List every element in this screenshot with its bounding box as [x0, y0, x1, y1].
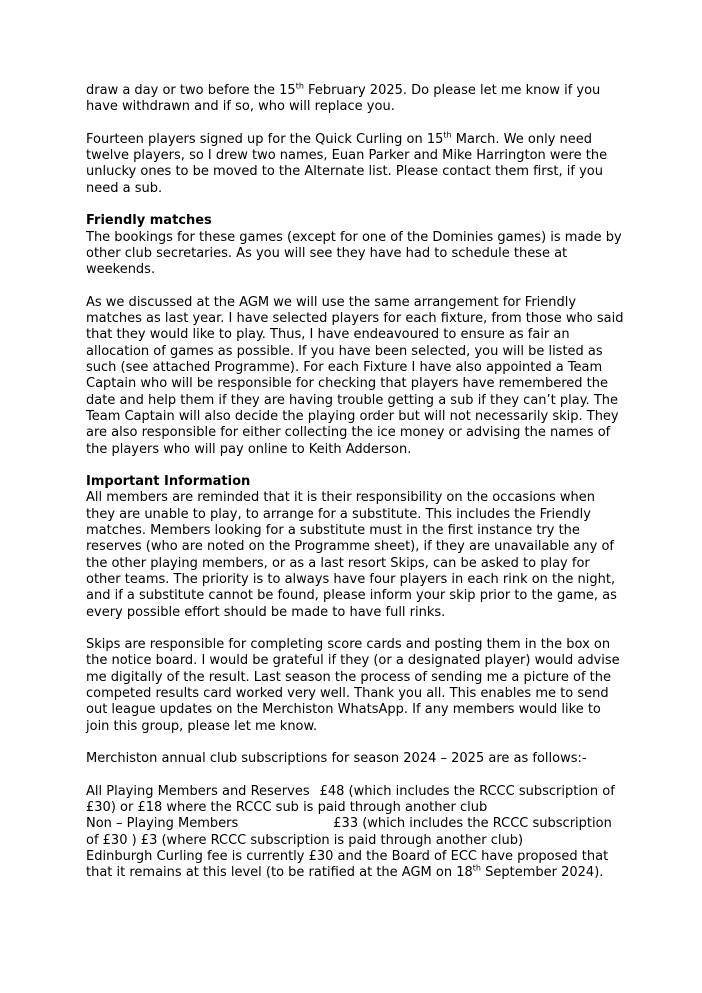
document-page: [86, 83, 626, 882]
subscription-nonplaying: [86, 816, 626, 849]
text: March. We only need twelve players, so I drew two names, Euan Parker and Mike Harrington were the unlucky ones to be moved to the Alternate list. Please contact them first, if you need a sub.: [86, 131, 608, 196]
section-important-information: [86, 474, 626, 621]
subscription-text: £33 (which includes the RCCC subscription of £30 ) £3 (where RCCC subscription is paid through another club): [86, 816, 612, 848]
superscript: th: [443, 130, 452, 140]
paragraph-arrangements: As we discussed at the AGM we will use the same arrangement for Friendly matches as last year. I have selected players for each fixture, from those who said that they would like to play. Thus, I have endeavoured to ensure as fair an allocation of games as possible. If you have been selected, you will be listed as such (see attached Programme). For each Fixture I have also appointed a Team Captain who will be responsible for checking that players have remembered the date and help them if they are having trouble getting a sub if they can’t play. The Team Captain will also decide the playing order but will not necessarily skip. They are also responsible for either collecting the ice money or advising the names of the players who will pay online to Keith Adderson.: [86, 294, 624, 457]
text: Edinburgh Curling fee is currently £30 and the Board of ECC have proposed that that it remains at this level (to be ratified at the AGM on 18: [86, 848, 609, 881]
superscript: th: [295, 81, 304, 91]
text: Fourteen players signed up for the Quick Curling on 15: [86, 131, 444, 147]
paragraph-subscriptions-intro: Merchiston annual club subscriptions for season 2024 – 2025 are as follows:-: [86, 751, 587, 767]
superscript: th: [472, 863, 481, 873]
heading-important-information: Important Information: [86, 474, 251, 490]
text: All members are reminded that it is their responsibility on the occasions when they are unable to play, to arrange for a substitute. This includes the Friendly matches. Members looking for a substitute must in the first instance try the reserves (who are noted on the Programme sheet), if they are unavailable any of the other playing members, or as a last resort Skips, can be asked to play for other teams. The priority is to always have four players in each rink on the night, and if a substitute cannot be found, please inform your skip prior to the game, as every possible effort should be made to have full rinks.: [86, 490, 617, 620]
subscription-label: Non – Playing Members: [86, 816, 239, 832]
paragraph-score-cards: Skips are responsible for completing score cards and posting them in the box on the notice board. I would be grateful if they (or a designated player) would advise me digitally of the result. Last season the process of sending me a picture of the competed results card worked very well. Thank you all. This enables me to send out league updates on the Merchiston WhatsApp. If any members would like to join this group, please let me know.: [86, 637, 620, 734]
paragraph-draw-date: [86, 83, 626, 116]
section-friendly-matches: [86, 213, 626, 278]
paragraph-ecc-fee: [86, 849, 626, 882]
subscription-playing: [86, 784, 626, 817]
subscription-text: £48 (which includes the RCCC subscription of £30) or £18 where the RCCC sub is paid through another club: [86, 783, 615, 816]
heading-friendly-matches: Friendly matches: [86, 213, 212, 229]
text: draw a day or two before the 15: [86, 83, 296, 98]
paragraph-quick-curling: [86, 132, 626, 197]
text: September 2024).: [480, 865, 604, 881]
text: The bookings for these games (except for one of the Dominies games) is made by other club secretaries. As you will see they have had to schedule these at weekends.: [86, 229, 622, 278]
subscription-label: All Playing Members and Reserves: [86, 783, 310, 799]
text: February 2025. Do please let me know if you have withdrawn and if so, who will replace you.: [86, 83, 601, 115]
